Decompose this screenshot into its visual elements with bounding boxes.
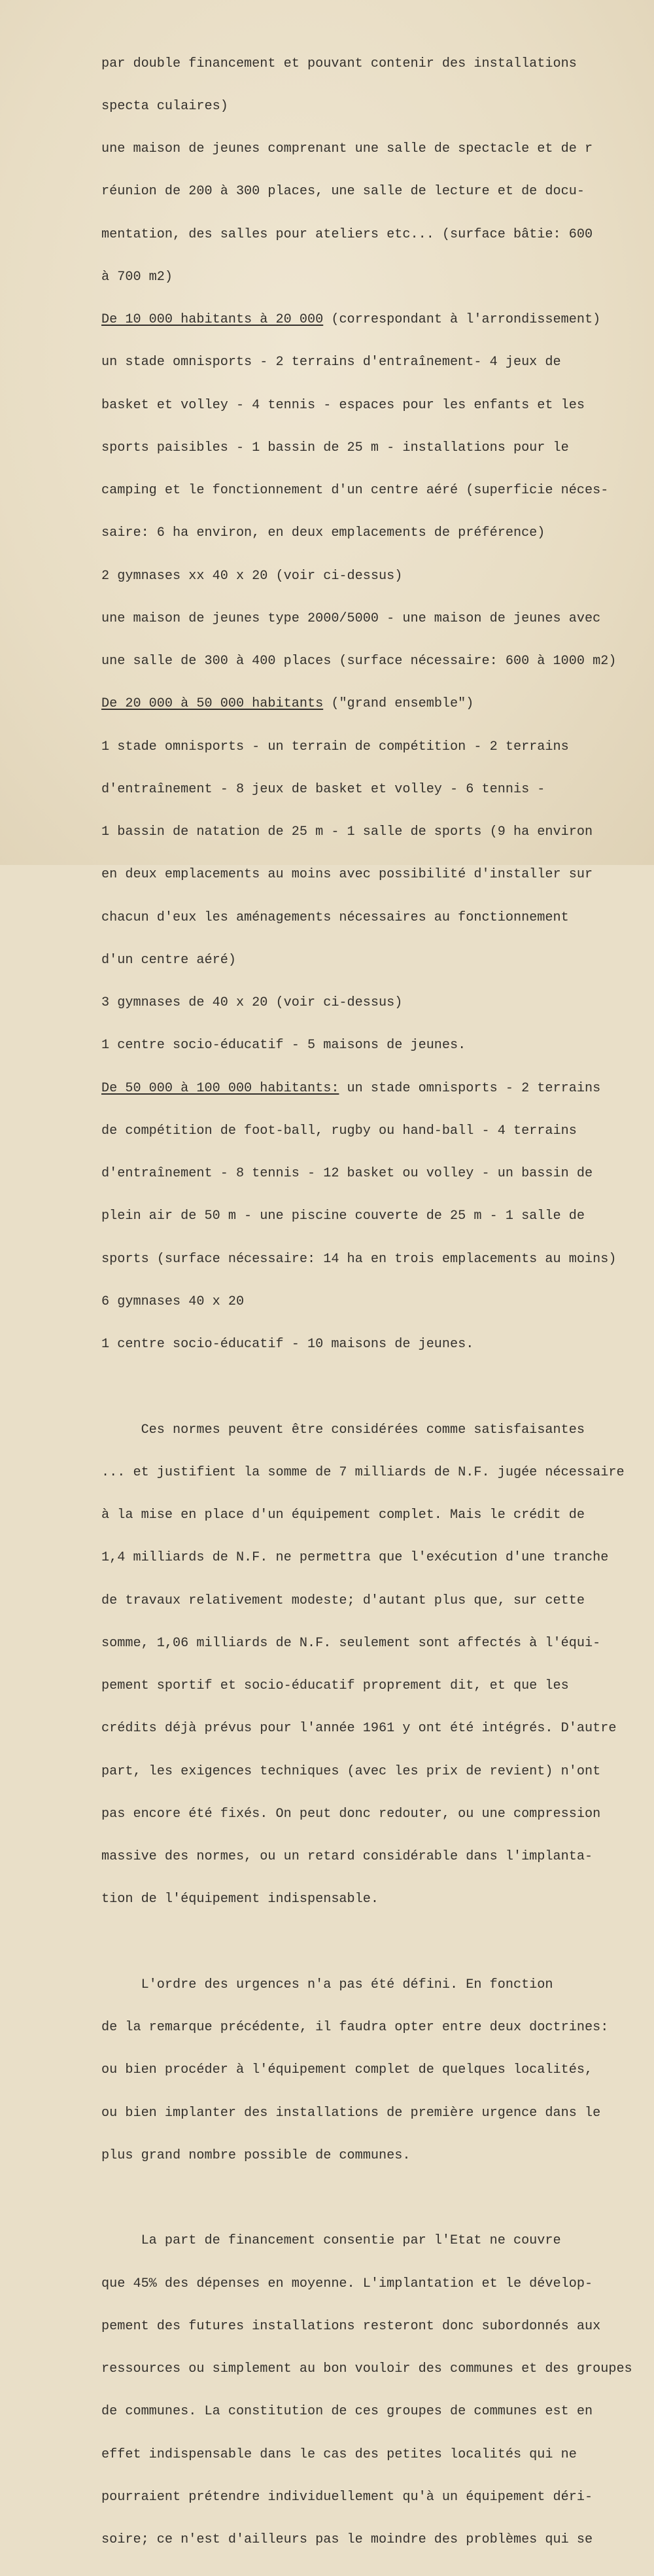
text-line: plein air de 50 m - une piscine couverte de 25 m - 1 salle de	[101, 1209, 585, 1224]
text-line: chacun d'eux les aménagements nécessaires au fonctionnement	[101, 909, 569, 925]
text-line: pement sportif et socio-éducatif proprement dit, et que les	[101, 1678, 569, 1693]
text-line: en deux emplacements au moins avec possibilité d'installer sur	[101, 867, 593, 883]
text-line: 1 centre socio-éducatif - 10 maisons de jeunes.	[101, 1337, 474, 1352]
text-line: à la mise en place d'un équipement complet. Mais le crédit de	[101, 1508, 585, 1523]
text-line: 1 centre socio-éducatif - 5 maisons de jeunes.	[101, 1038, 466, 1053]
text-line: L'ordre des urgences n'a pas été défini. En fonction	[101, 1977, 553, 1992]
blank-line	[101, 1935, 654, 1950]
text-line: somme, 1,06 milliards de N.F. seulement sont affectés à l'équi-	[101, 1635, 601, 1651]
typewritten-text	[101, 28, 654, 2575]
text-line: 6 gymnases 40 x 20	[101, 1294, 245, 1309]
text-line: saire: 6 ha environ, en deux emplacements de préférence)	[101, 525, 545, 541]
text-line: part, les exigences techniques (avec les prix de revient) n'ont	[101, 1763, 601, 1779]
text-line: ... et justifient la somme de 7 milliards de N.F. jugée nécessaire	[101, 1464, 625, 1480]
heading-50000-100000	[101, 1082, 654, 1096]
text-line: de travaux relativement modeste; d'autant plus que, sur cette	[101, 1593, 585, 1608]
text-line: mentation, des salles pour ateliers etc... (surface bâtie: 600	[101, 226, 593, 242]
text-line: de compétition de foot-ball, rugby ou hand-ball - 4 terrains	[101, 1123, 577, 1138]
text-line: 1 bassin de natation de 25 m - 1 salle de sports (9 ha environ	[101, 824, 593, 839]
text-line: un stade omnisports - 2 terrains d'entraînement- 4 jeux de	[101, 355, 561, 370]
underlined-heading: De 10 000 habitants à 20 000	[101, 312, 324, 327]
heading-10000-20000	[101, 313, 654, 327]
blank-line	[101, 1380, 654, 1394]
text-line: de communes. La constitution de ces groupes de communes est en	[101, 2404, 593, 2420]
underlined-heading: De 20 000 à 50 000 habitants	[101, 696, 324, 712]
text-line: ressources ou simplement au bon vouloir des communes et des groupes	[101, 2361, 632, 2376]
text-line: specta culaires)	[101, 98, 228, 114]
text-line: massive des normes, ou un retard considérable dans l'implanta-	[101, 1849, 593, 1864]
text-line: 2 gymnases xx 40 x 20 (voir ci-dessus)	[101, 568, 403, 584]
heading-rest: un stade omnisports - 2 terrains	[339, 1080, 601, 1096]
text-line: ou bien procéder à l'équipement complet de quelques localités,	[101, 2062, 593, 2078]
text-line: pas encore été fixés. On peut donc redouter, ou une compression	[101, 1806, 601, 1822]
text-line: de la remarque précédente, il faudra opter entre deux doctrines:	[101, 2020, 609, 2035]
text-line: soire; ce n'est d'ailleurs pas le moindre des problèmes qui se	[101, 2532, 593, 2547]
text-line: ou bien implanter des installations de première urgence dans le	[101, 2105, 601, 2121]
heading-rest: ("grand ensemble")	[323, 696, 474, 712]
underlined-heading: De 50 000 à 100 000 habitants:	[101, 1080, 339, 1096]
text-line: 3 gymnases de 40 x 20 (voir ci-dessus)	[101, 995, 403, 1010]
text-line: une maison de jeunes comprenant une salle de spectacle et de r	[101, 141, 593, 156]
text-line: plus grand nombre possible de communes.	[101, 2147, 411, 2163]
text-line: crédits déjà prévus pour l'année 1961 y ont été intégrés. D'autre	[101, 1721, 617, 1737]
heading-20000-50000	[101, 697, 654, 711]
text-line: 1 stade omnisports - un terrain de compétition - 2 terrains	[101, 739, 569, 754]
text-line: sports paisibles - 1 bassin de 25 m - installations pour le	[101, 440, 569, 455]
text-line: camping et le fonctionnement d'un centre aéré (superficie néces-	[101, 483, 609, 498]
text-line: une salle de 300 à 400 places (surface nécessaire: 600 à 1000 m2)	[101, 654, 617, 669]
heading-rest: (correspondant à l'arrondissement)	[323, 312, 601, 327]
text-line: que 45% des dépenses en moyenne. L'implantation et le dévelop-	[101, 2276, 593, 2291]
text-line: d'un centre aéré)	[101, 952, 236, 968]
text-line: à 700 m2)	[101, 269, 173, 285]
text-line: basket et volley - 4 tennis - espaces pour les enfants et les	[101, 397, 585, 413]
blank-line	[101, 2191, 654, 2206]
text-line: d'entraînement - 8 jeux de basket et volley - 6 tennis -	[101, 781, 545, 797]
text-line: effet indispensable dans le cas des petites localités qui ne	[101, 2446, 577, 2462]
text-line: pourraient prétendre individuellement qu'à un équipement déri-	[101, 2489, 593, 2505]
text-line: tion de l'équipement indispensable.	[101, 1892, 379, 1907]
text-line: Ces normes peuvent être considérées comme satisfaisantes	[101, 1422, 585, 1438]
text-line: 1,4 milliards de N.F. ne permettra que l'exécution d'une tranche	[101, 1550, 609, 1566]
text-line: La part de financement consentie par l'Etat ne couvre	[101, 2233, 561, 2249]
text-line: réunion de 200 à 300 places, une salle de lecture et de docu-	[101, 184, 585, 200]
text-line: par double financement et pouvant contenir des installations	[101, 56, 577, 71]
text-line: une maison de jeunes type 2000/5000 - une maison de jeunes avec	[101, 610, 601, 626]
text-line: sports (surface nécessaire: 14 ha en trois emplacements au moins)	[101, 1251, 617, 1267]
text-line: pement des futures installations resteront donc subordonnés aux	[101, 2318, 601, 2334]
text-line: d'entraînement - 8 tennis - 12 basket ou volley - un bassin de	[101, 1166, 593, 1181]
